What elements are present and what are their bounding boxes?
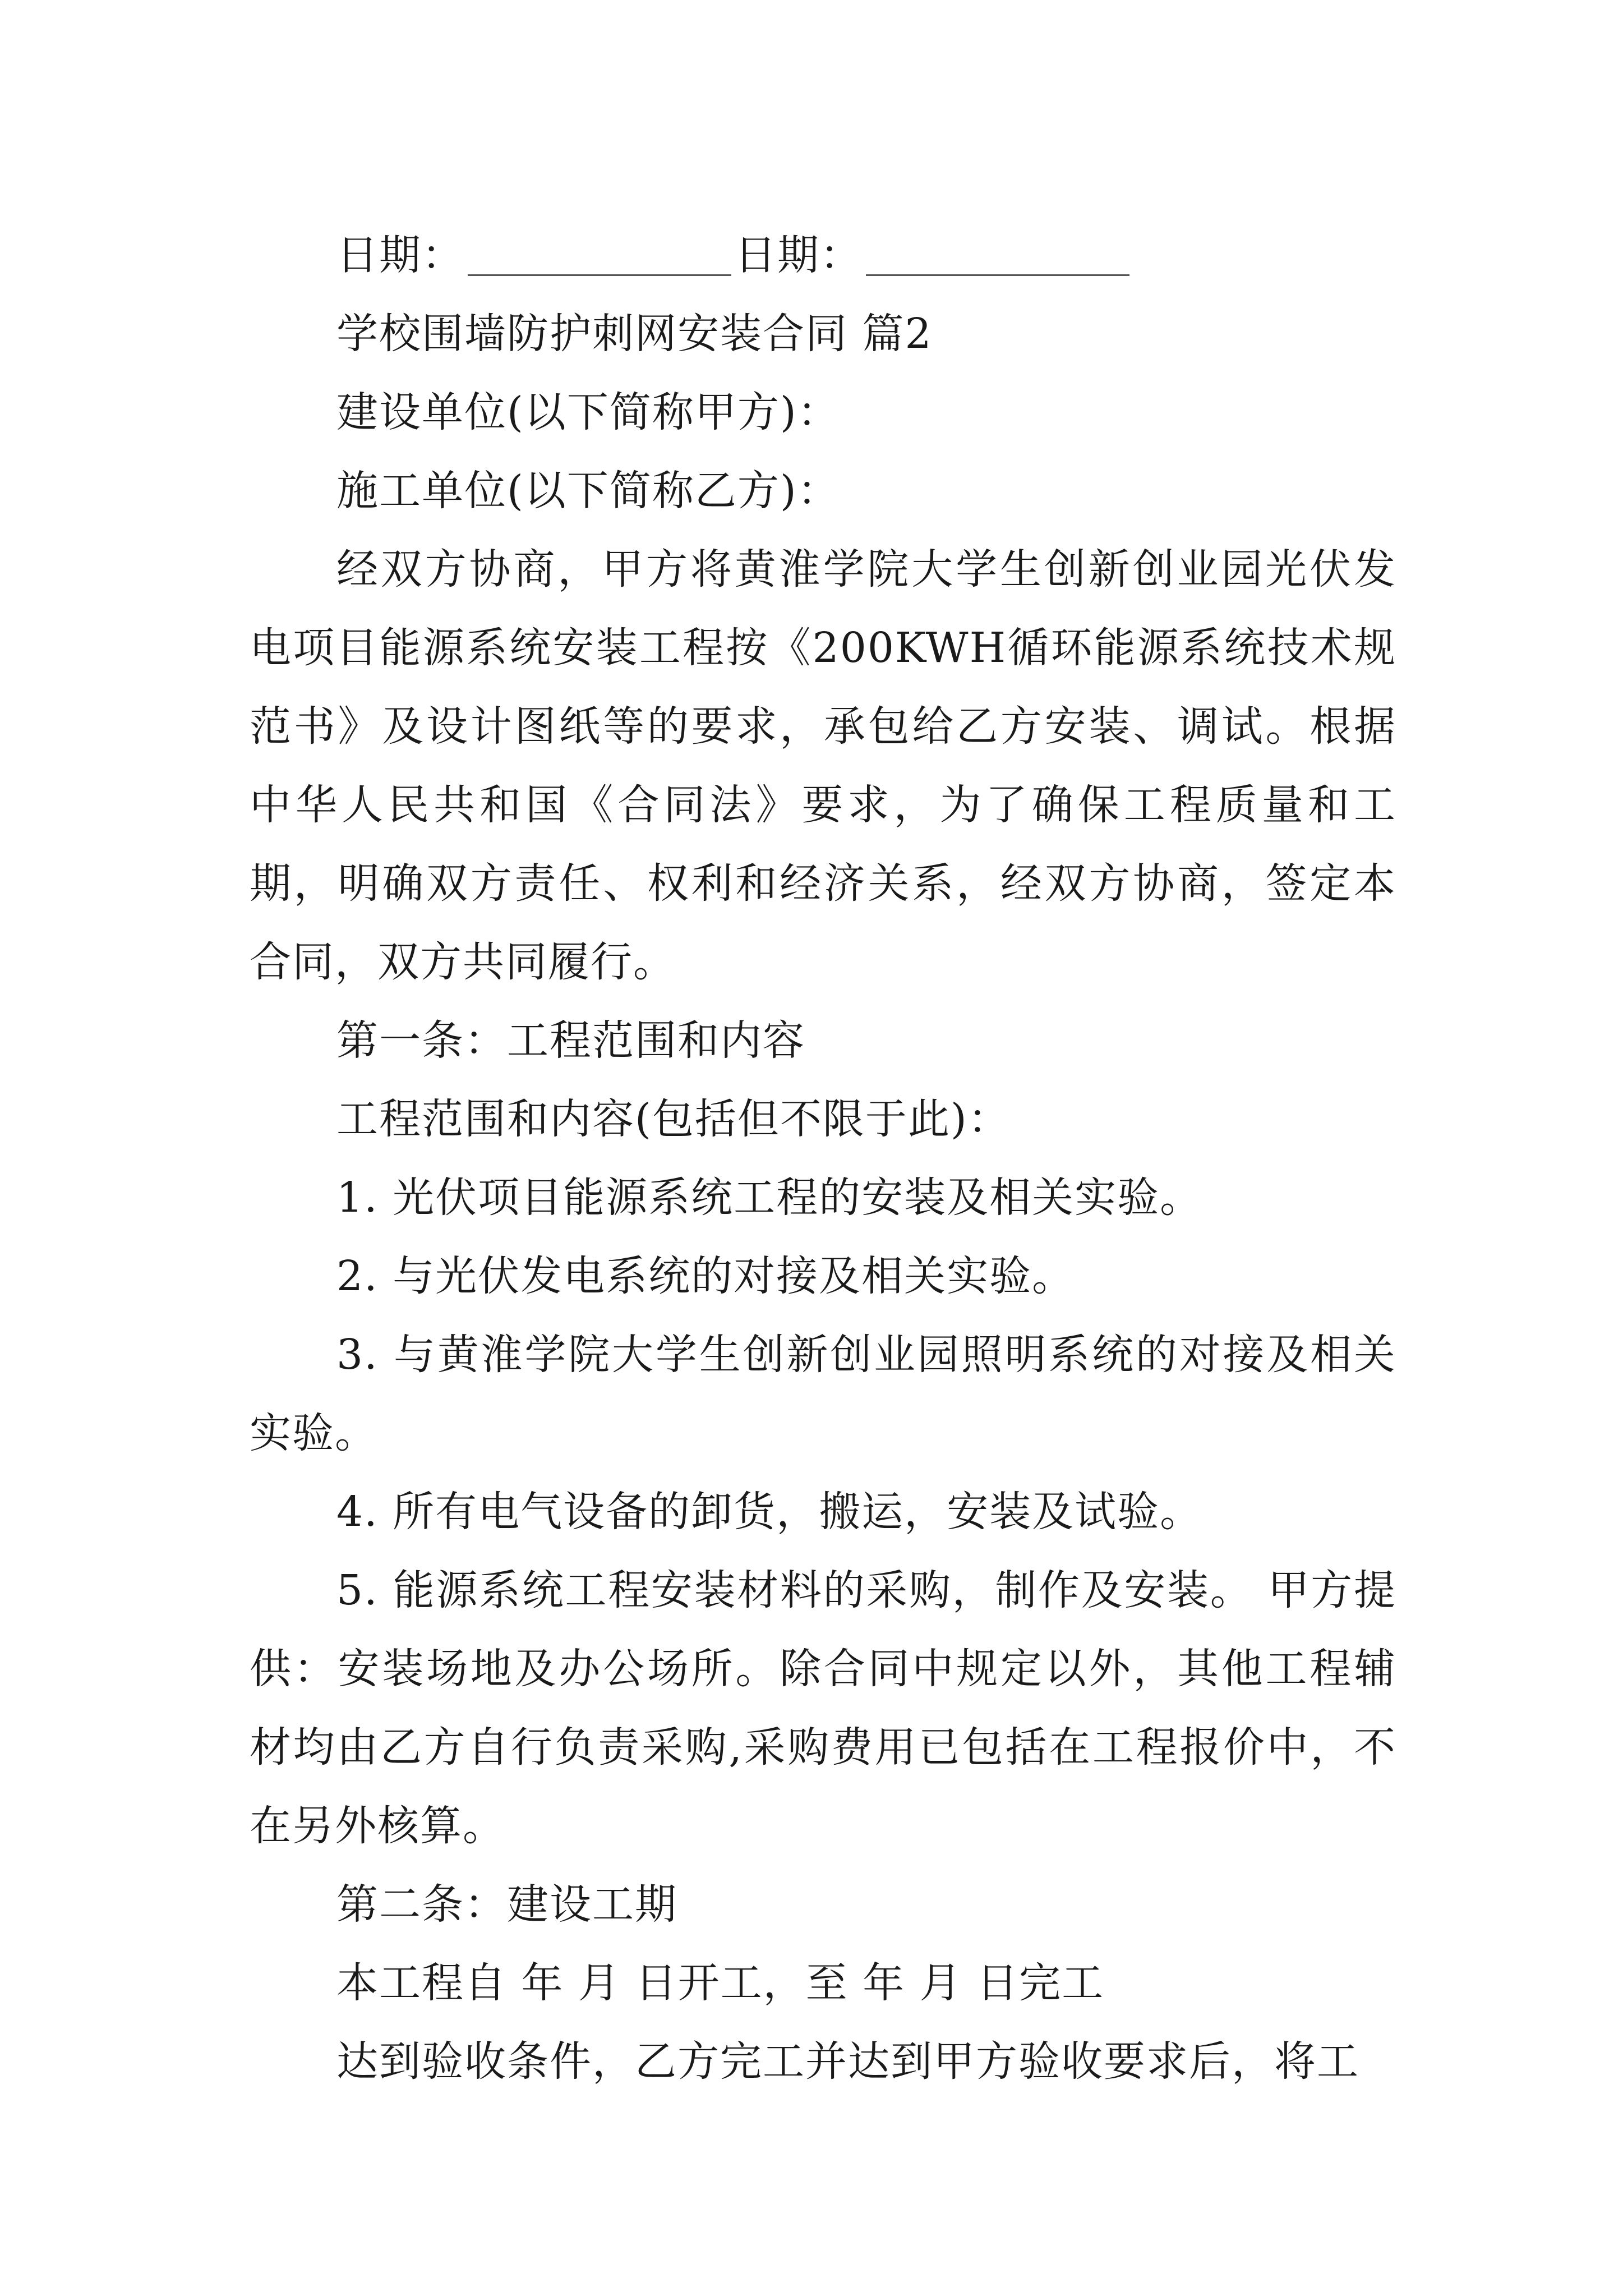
party-a-line: 建设单位(以下简称甲方)：	[336, 388, 840, 436]
scope-item-5: 5. 能源系统工程安装材料的采购，制作及安装。 甲方提供：安装场地及办公场所。除合同中规定以外，其他工程辅材均由乙方自行负责采购,采购费用已包括在工程报价中，不在另外核算。	[250, 1566, 1396, 1850]
date-label-1: 日期：	[336, 231, 464, 279]
article-1-heading: 第一条：工程范围和内容	[336, 1016, 805, 1065]
scope-item-4: 4. 所有电气设备的卸货，搬运，安装及试验。	[336, 1488, 1203, 1536]
contract-title: 学校围墙防护刺网安装合同 篇2	[336, 310, 933, 358]
date-blank-1	[468, 235, 731, 276]
party-b-line: 施工单位(以下简称乙方)：	[336, 467, 840, 515]
scope-item-1: 1. 光伏项目能源系统工程的安装及相关实验。	[336, 1174, 1203, 1222]
scope-item-3: 3. 与黄淮学院大学生创新创业园照明系统的对接及相关实验。	[250, 1331, 1396, 1457]
date-blank-2	[866, 235, 1129, 276]
document-body	[250, 216, 1396, 2101]
scope-intro: 工程范围和内容(包括但不限于此)：	[336, 1095, 1011, 1143]
scope-item-2: 2. 与光伏发电系统的对接及相关实验。	[336, 1252, 1075, 1300]
intro-paragraph: 经双方协商，甲方将黄淮学院大学生创新创业园光伏发电项目能源系统安装工程按《200KWH循环能源系统技术规范书》及设计图纸等的要求，承包给乙方安装、调试。根据中华人民共和国《合同法》要求，为了确保工程质量和工期，明确双方责任、权利和经济关系，经双方协商，签定本合同，双方共同履行。	[250, 545, 1396, 986]
article-2-heading: 第二条：建设工期	[336, 1880, 677, 1929]
signature-date-row	[250, 216, 1396, 295]
acceptance-line: 达到验收条件，乙方完工并达到甲方验收要求后，将工	[336, 2037, 1359, 2086]
date-label-2: 日期：	[735, 231, 863, 279]
schedule-line: 本工程自 年 月 日开工，至 年 月 日完工	[336, 1959, 1105, 2007]
